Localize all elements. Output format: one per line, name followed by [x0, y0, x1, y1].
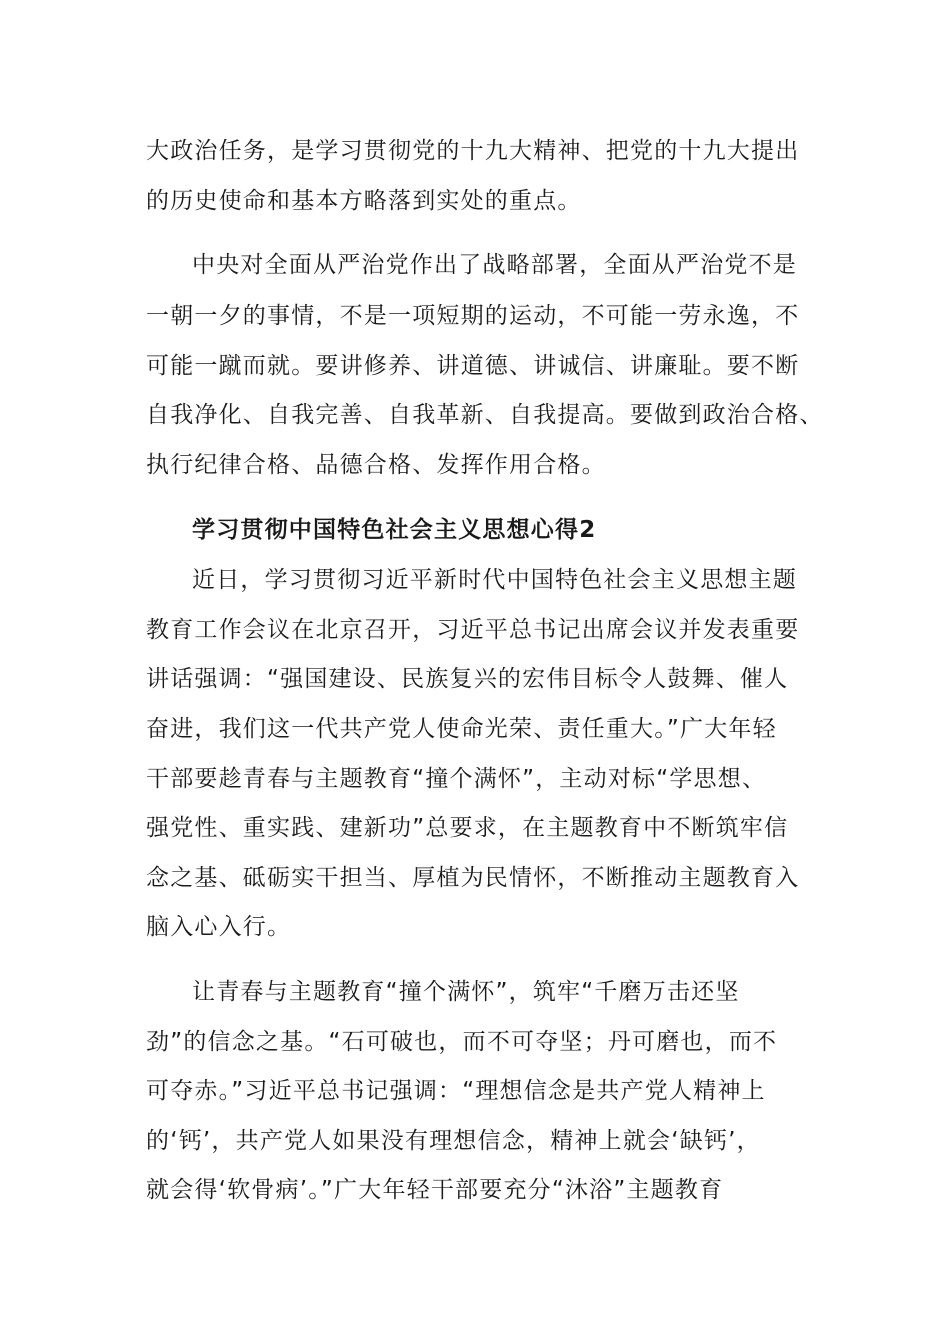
paragraph-2-line-4: 自我净化、自我完善、自我革新、自我提高。要做到政治合格、	[146, 402, 824, 428]
paragraph-2-line-2: 一朝一夕的事情，不是一项短期的运动，不可能一劳永逸，不	[146, 303, 800, 329]
paragraph-3-line-3: 讲话强调：“强国建设、民族复兴的宏伟目标令人鼓舞、催人	[146, 666, 789, 692]
paragraph-3-line-8: 脑入心入行。	[146, 914, 292, 940]
paragraph-2-line-5: 执行纪律合格、品德合格、发挥作用合格。	[146, 452, 606, 478]
paragraph-2-line-3: 可能一蹴而就。要讲修养、讲道德、讲诚信、讲廉耻。要不断	[146, 353, 800, 379]
paragraph-4-line-1: 让青春与主题教育“撞个满怀”，筑牢“千磨万击还坚	[192, 979, 740, 1005]
paragraph-4-line-3: 可夺赤。”习近平总书记强调：“理想信念是共产党人精神上	[146, 1078, 766, 1104]
paragraph-1-line-2: 的历史使命和基本方略落到实处的重点。	[146, 188, 582, 214]
paragraph-4-line-5: 就会得‘软骨病’。”广大年轻干部要充分“沐浴”主题教育	[146, 1177, 724, 1203]
paragraph-3-line-1: 近日，学习贯彻习近平新时代中国特色社会主义思想主题	[192, 567, 797, 593]
section-heading: 学习贯彻中国特色社会主义思想心得2	[192, 517, 597, 543]
paragraph-1-line-1: 大政治任务，是学习贯彻党的十九大精神、把党的十九大提出	[146, 138, 800, 164]
paragraph-3-line-5: 干部要趁青春与主题教育“撞个满怀”，主动对标“学思想、	[146, 766, 767, 792]
paragraph-2-line-1: 中央对全面从严治党作出了战略部署，全面从严治党不是	[192, 252, 797, 278]
paragraph-3-line-7: 念之基、砥砺实干担当、厚植为民情怀，不断推动主题教育入	[146, 865, 800, 891]
paragraph-3-line-6: 强党性、重实践、建新功”总要求，在主题教育中不断筑牢信	[146, 815, 789, 841]
paragraph-4-line-2: 劲”的信念之基。“石可破也，而不可夺坚；丹可磨也，而不	[146, 1029, 778, 1055]
paragraph-4-line-4: 的‘钙’，共产党人如果没有理想信念，精神上就会‘缺钙’，	[146, 1128, 761, 1154]
paragraph-3-line-2: 教育工作会议在北京召开，习近平总书记出席会议并发表重要	[146, 617, 800, 643]
paragraph-3-line-4: 奋进，我们这一代共产党人使命光荣、责任重大。”广大年轻	[146, 716, 777, 742]
